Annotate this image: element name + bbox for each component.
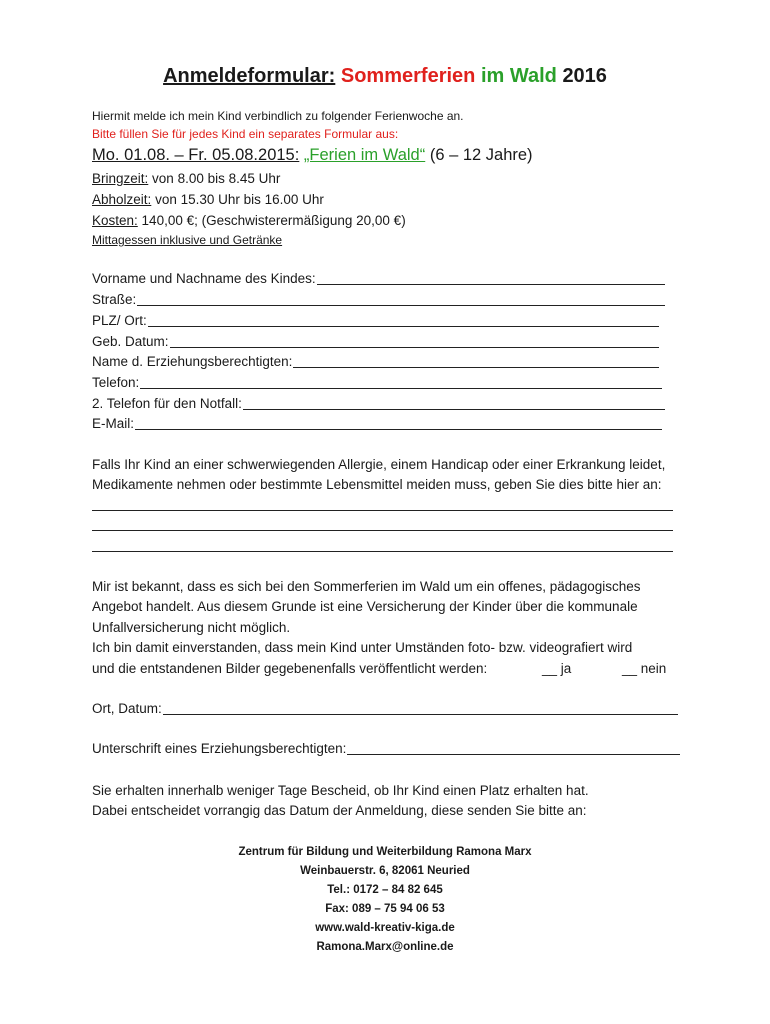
contact-org: Zentrum für Bildung und Weiterbildung Ramona Marx: [238, 846, 532, 858]
field-label: Geb. Datum:: [92, 334, 169, 349]
field-label: Ort, Datum:: [92, 701, 162, 716]
notice-text-3: Unfallversicherung nicht möglich.: [92, 620, 291, 635]
place-date-field[interactable]: [92, 700, 678, 718]
fill-line[interactable]: [163, 701, 678, 715]
title-part-year: 2016: [562, 65, 607, 87]
pickup-time-label: Abholzeit:: [92, 192, 152, 207]
title-part-form: Anmeldeformular:: [163, 65, 336, 87]
contact-website: www.wald-kreativ-kiga.de: [315, 922, 455, 934]
bring-time-label: Bringzeit:: [92, 171, 149, 186]
emergency-phone-field[interactable]: [92, 395, 665, 413]
term-dates: Mo. 01.08. – Fr. 05.08.2015:: [92, 146, 300, 164]
contact-phone: Tel.: 0172 – 84 82 645: [327, 884, 443, 896]
photo-consent-yes[interactable]: __ ja: [542, 661, 572, 676]
cost: [92, 212, 406, 229]
fill-line[interactable]: [140, 375, 662, 389]
bring-time-value: von 8.00 bis 8.45 Uhr: [152, 171, 281, 186]
contact-block: [0, 843, 770, 957]
notice-text-4: Ich bin damit einverstanden, dass mein Kind unter Umständen foto- bzw. videografiert wird: [92, 640, 633, 655]
page-title: [0, 64, 770, 88]
intro-instruction: Bitte füllen Sie für jedes Kind ein separates Formular aus:: [92, 127, 399, 141]
zip-city-field[interactable]: [92, 312, 659, 330]
photo-consent-no[interactable]: __ nein: [622, 661, 667, 676]
field-label: 2. Telefon für den Notfall:: [92, 396, 242, 411]
allergy-fill-line-3[interactable]: [92, 551, 673, 552]
fill-line[interactable]: [137, 292, 665, 306]
cost-label: Kosten:: [92, 213, 138, 228]
closing-text-2: Dabei entscheidet vorrangig das Datum der Anmeldung, diese senden Sie bitte an:: [92, 803, 587, 818]
notice-text-2: Angebot handelt. Aus diesem Grunde ist eine Versicherung der Kinder über die kommunale: [92, 599, 638, 614]
birth-date-field[interactable]: [92, 333, 659, 351]
notice-text-5: und die entstandenen Bilder gegebenenfalls veröffentlicht werden:: [92, 661, 488, 676]
title-part-summer: Sommerferien: [340, 65, 476, 87]
fill-line[interactable]: [293, 354, 659, 368]
pickup-time-value: von 15.30 Uhr bis 16.00 Uhr: [155, 192, 324, 207]
fill-line[interactable]: [170, 334, 659, 348]
child-name-field[interactable]: [92, 270, 665, 288]
field-label: Straße:: [92, 292, 137, 307]
field-label: E-Mail:: [92, 416, 135, 431]
field-label: Unterschrift eines Erziehungsberechtigten:: [92, 741, 347, 756]
title-part-forest: im Wald: [480, 65, 557, 87]
contact-fax: Fax: 089 – 75 94 06 53: [325, 903, 445, 915]
field-label: Vorname und Nachname des Kindes:: [92, 271, 316, 286]
contact-email: Ramona.Marx@online.de: [316, 941, 454, 953]
guardian-name-field[interactable]: [92, 353, 659, 371]
lunch-note: Mittagessen inklusive und Getränke: [92, 233, 283, 247]
term-ages: (6 – 12 Jahre): [429, 146, 533, 164]
allergy-fill-line-2[interactable]: [92, 530, 673, 531]
term-heading: [92, 145, 533, 165]
cost-value: 140,00 €; (Geschwisterermäßigung 20,00 €): [141, 213, 406, 228]
contact-street: Weinbauerstr. 6, 82061 Neuried: [300, 865, 470, 877]
notice-text-1: Mir ist bekannt, dass es sich bei den Sommerferien im Wald um ein offenes, pädagogisches: [92, 579, 641, 594]
fill-line[interactable]: [347, 741, 680, 755]
field-label: Telefon:: [92, 375, 140, 390]
pickup-time: [92, 191, 324, 208]
street-field[interactable]: [92, 291, 665, 309]
allergy-fill-line-1[interactable]: [92, 510, 673, 511]
fill-line[interactable]: [243, 396, 665, 410]
allergy-text-1: Falls Ihr Kind an einer schwerwiegenden Allergie, einem Handicap oder einer Erkrankung leidet,: [92, 457, 666, 472]
bring-time: [92, 170, 280, 187]
phone-field[interactable]: [92, 374, 662, 392]
field-label: Name d. Erziehungsberechtigten:: [92, 354, 293, 369]
intro-line: Hiermit melde ich mein Kind verbindlich zu folgender Ferienwoche an.: [92, 109, 464, 123]
fill-line[interactable]: [135, 416, 662, 430]
signature-field[interactable]: [92, 740, 680, 758]
closing-text-1: Sie erhalten innerhalb weniger Tage Bescheid, ob Ihr Kind einen Platz erhalten hat.: [92, 783, 589, 798]
allergy-text-2: Medikamente nehmen oder bestimmte Lebensmittel meiden muss, geben Sie dies bitte hier an:: [92, 477, 662, 492]
fill-line[interactable]: [317, 271, 665, 285]
email-field[interactable]: [92, 415, 662, 433]
field-label: PLZ/ Ort:: [92, 313, 147, 328]
term-name: „Ferien im Wald“: [303, 146, 426, 164]
fill-line[interactable]: [148, 313, 659, 327]
